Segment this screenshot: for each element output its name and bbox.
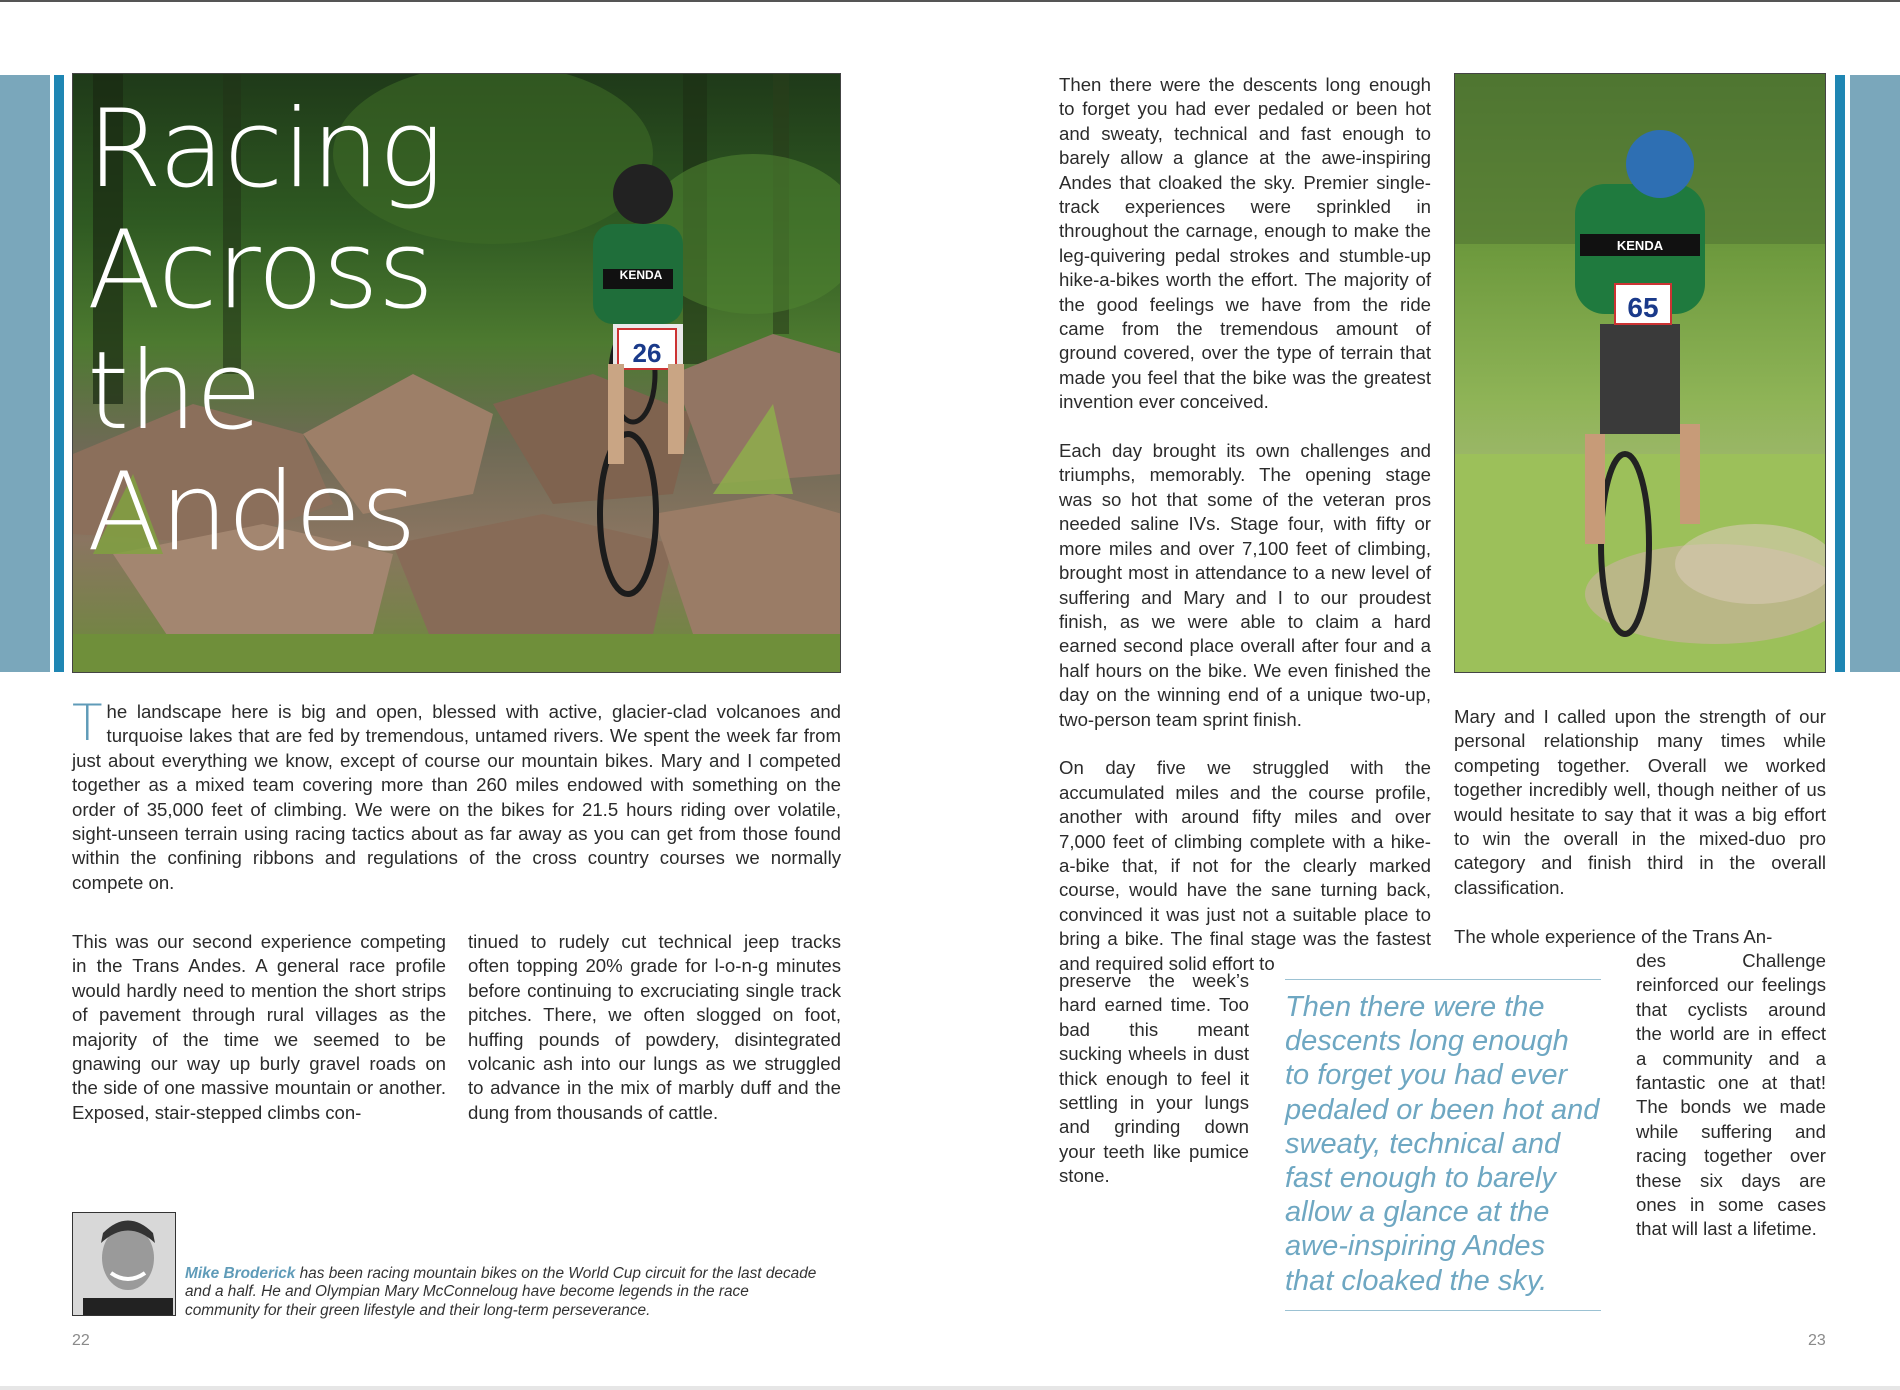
intro-text: he landscape here is big and open, blessed with active, glacier-clad volcanoes and turquoise lakes that are fed by tremendous, untamed rivers. We spent the week far from just about everything we know, except of course our mountain bikes. Mary and I competed together as a mixed team covering more than 260 miles endowed with something on the order of 35,000 feet of climbing. We were on the bikes for 21.5 hours riding over volatile, sight-unseen terrain using racing tactics about as far away as you can get from those found within the confining ribbons and regulations of the cross country courses we normally compete on. xyxy=(72,701,841,893)
right-paragraph-3-cont: preserve the week’s hard earned time. Too bad this meant sucking wheels in dust thick enough to feel it settling in your lungs and grinding down your teeth like pumice stone. xyxy=(1059,970,1249,1187)
right-paragraph-1: Then there were the descents long enough to forget you had ever pedaled or been hot and sweaty, technical and fast enough to barely allow a glance at the awe-inspiring Andes that cloaked the sky. Premier single-track experiences were sprinkled in throughout the carnage, enough to make the leg-quivering pedal strokes and stumble-up hike-a-bikes worth the effort. The majority of the good feelings we have from the ride came from the tremendous amount of ground covered, over the type of terrain that made you feel that the bike was the greatest invention ever conceived. xyxy=(1059,74,1431,413)
pull-quote xyxy=(1285,979,1601,1311)
title-line-2: Across xyxy=(87,208,434,333)
left-column-2 xyxy=(468,930,841,1125)
author-name: Mike Broderick xyxy=(185,1265,296,1282)
left-column-1-text: This was our second experience competing in the Trans Andes. A general race profile would hardly need to mention the short strips of pavement through rural villages as the majority of the time we seemed to be gnawing our way up burly gravel roads on the side of one massive mountain or another. Exposed, stair-stepped climbs con- xyxy=(72,931,446,1123)
right-bib-number: 65 xyxy=(1627,292,1659,323)
title-line-3: the xyxy=(87,329,262,454)
top-rule xyxy=(0,0,1900,2)
page-number-right: 23 xyxy=(1808,1332,1826,1349)
page-number-left: 22 xyxy=(72,1332,90,1349)
author-photo xyxy=(72,1212,176,1316)
right-accent-bar xyxy=(1850,75,1900,672)
left-column-2-text: tinued to rudely cut technical jeep tracks often topping 20% grade for l-o-n-g minutes before continuing to excruciating single track pitches. There, we often slogged on foot, huffing pounds of powdery, disintegrated volcanic ash into our lungs as we struggled to advance in the mix of marbly duff and the dung from thousands of cattle. xyxy=(468,931,841,1123)
author-bio xyxy=(185,1265,825,1320)
right-column-1-narrow xyxy=(1059,969,1249,1189)
right-paragraph-4: Mary and I called upon the strength of our personal relationship many times while competing together. Overall we worked together incredibly well, though neither of us would hesitate to say that it was a big effort to win the overall in the mixed-duo pro category and finish third in the overall classification. xyxy=(1454,706,1826,898)
photo-rider-rocks xyxy=(72,73,841,673)
left-accent-stripe xyxy=(54,75,64,672)
right-paragraph-3: On day five we struggled with the accumulated miles and the course profile, another with around fifty miles and over 7,000 feet of climbing complete with a hike-a-bike that, if not for the clearly marked course, would have the sane turning back, convinced it was just not a suitable place to bring a bike. The final stage was the fastest and required solid effort to xyxy=(1059,757,1431,974)
right-column-2-narrow xyxy=(1636,949,1826,1242)
left-bib-number: 26 xyxy=(632,338,662,368)
article-title xyxy=(87,89,443,573)
author-bio-text: has been racing mountain bikes on the World Cup circuit for the last decade and a half. He and Olympian Mary McConneloug have become legends in the race community for their green lifestyle and their long-term perseverance. xyxy=(185,1265,817,1319)
left-column-1 xyxy=(72,930,446,1125)
title-line-4: Andes xyxy=(87,450,416,575)
rider-dust-illustration xyxy=(1455,74,1826,673)
left-jersey-text: KENDA xyxy=(619,268,663,282)
left-accent-bar xyxy=(0,75,50,672)
pull-quote-text: Then there were the descents long enough to forget you had ever pedaled or been hot and sweaty, technical and fast enough to barely allow a glance at the awe-inspiring Andes that cloaked the sky. xyxy=(1285,991,1600,1297)
intro-paragraph xyxy=(72,694,841,895)
title-line-1: Racing xyxy=(87,87,443,212)
right-accent-stripe xyxy=(1835,75,1845,672)
right-paragraph-2: Each day brought its own challenges and triumphs, memorably. The opening stage was so hot that some of the veteran pros needed saline IVs. Stage four, with fifty or more miles and over 7,100 feet of climbing, brought most in attendance to a new level of suffering and Mary and I to our proudest finish, as we were able to claim a hard earned second place overall after four and a half hours on the bike. We even finished the day on the winning end of a unique two-up, two-person team sprint finish. xyxy=(1059,440,1431,730)
right-column-1 xyxy=(1059,73,1431,976)
right-column-2 xyxy=(1454,705,1826,949)
right-paragraph-5-cont: des Challenge reinforced our feelings that cyclists around the world are in effect a community and a fantastic one at that! The bonds we made while suffering and racing together over these six days are ones in some cases that will last a lifetime. xyxy=(1636,950,1826,1240)
right-paragraph-5: The whole experience of the Trans An- xyxy=(1454,925,1773,947)
drop-cap: T xyxy=(72,694,103,752)
author-portrait-illustration xyxy=(73,1213,176,1316)
bottom-rule xyxy=(0,1386,1900,1390)
photo-rider-dust xyxy=(1454,73,1826,673)
right-jersey-text: KENDA xyxy=(1616,238,1664,253)
